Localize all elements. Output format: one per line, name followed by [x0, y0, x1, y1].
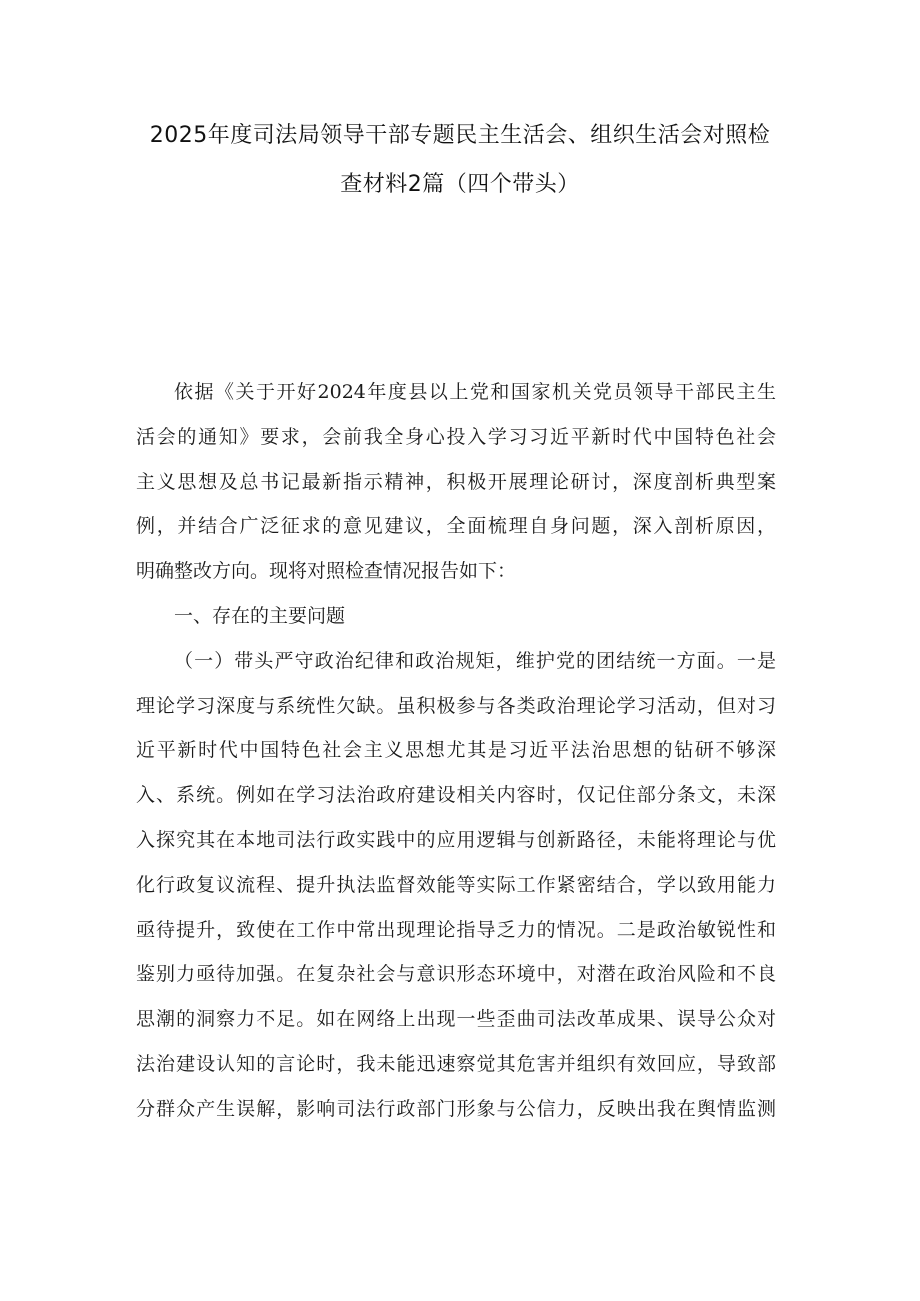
document-title-line-2: 查材料2篇（四个带头） [340, 172, 580, 197]
paragraph-line: 近平新时代中国特色社会主义思想尤其是习近平法治思想的钻研不够深 [136, 739, 776, 762]
paragraph-line: 主义思想及总书记最新指示精神，积极开展理论研讨，深度剖析典型案 [136, 470, 776, 493]
paragraph-line: 依据《关于开好2024年度县以上党和国家机关党员领导干部民主生 [174, 381, 776, 403]
paragraph-line: 思潮的洞察力不足。如在网络上出现一些歪曲司法改革成果、误导公众对 [136, 1008, 776, 1031]
paragraph-line: 理论学习深度与系统性欠缺。虽积极参与各类政治理论学习活动，但对习 [136, 694, 776, 717]
paragraph-line: 分群众产生误解，影响司法行政部门形象与公信力，反映出我在舆情监测 [136, 1097, 776, 1120]
paragraph-subsection-1 [136, 639, 776, 1132]
paragraph-line: 入、系统。例如在学习法治政府建设相关内容时，仅记住部分条文，未深 [136, 784, 776, 807]
paragraph-line: （一）带头严守政治纪律和政治规矩，维护党的团结统一方面。一是 [174, 649, 776, 672]
section-heading [136, 594, 776, 639]
paragraph-line: 明确整改方向。现将对照检查情况报告如下： [136, 560, 517, 583]
paragraph-line: 亟待提升，致使在工作中常出现理论指导乏力的情况。二是政治敏锐性和 [136, 918, 776, 941]
paragraph-intro [136, 370, 776, 594]
paragraph-line: 化行政复议流程、提升执法监督效能等实际工作紧密结合，学以致用能力 [136, 873, 776, 896]
paragraph-line: 活会的通知》要求，会前我全身心投入学习习近平新时代中国特色社会 [136, 425, 776, 448]
paragraph-line: 例，并结合广泛征求的意见建议，全面梳理自身问题，深入剖析原因， [136, 515, 776, 538]
document-title-line-1: 2025年度司法局领导干部专题民主生活会、组织生活会对照检 [149, 123, 771, 148]
section-heading-text: 一、存在的主要问题 [174, 604, 346, 627]
paragraph-line: 鉴别力亟待加强。在复杂社会与意识形态环境中，对潜在政治风险和不良 [136, 963, 776, 986]
paragraph-line: 入探究其在本地司法行政实践中的应用逻辑与创新路径，未能将理论与优 [136, 828, 776, 851]
document-body [136, 370, 776, 1132]
paragraph-line: 法治建设认知的言论时，我未能迅速察觉其危害并组织有效回应，导致部 [136, 1052, 776, 1075]
